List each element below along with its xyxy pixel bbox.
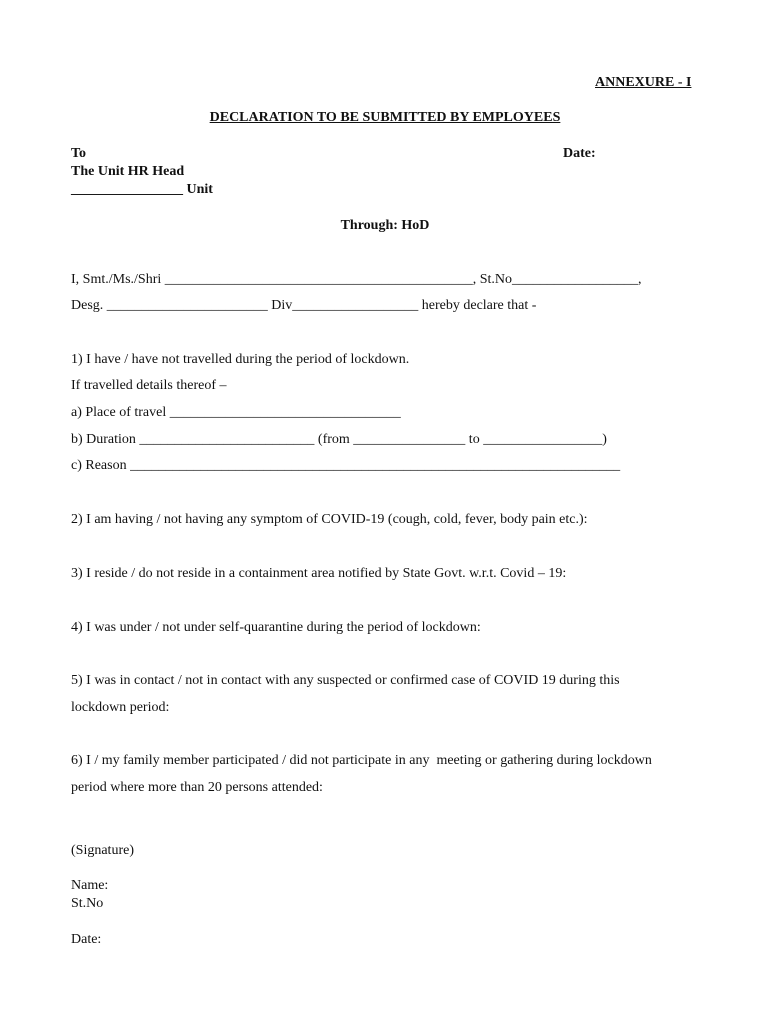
address-recipient: The Unit HR Head xyxy=(71,164,185,179)
item-1c: c) Reason ______________________________________________________________________ xyxy=(71,458,621,473)
signature-label: (Signature) xyxy=(71,843,134,858)
through-line: Through: HoD xyxy=(340,218,430,233)
date-label: Date: xyxy=(563,146,596,161)
document-title: DECLARATION TO BE SUBMITTED BY EMPLOYEES xyxy=(209,110,561,125)
name-label: Name: xyxy=(71,878,109,893)
item-6-line-2: period where more than 20 persons attended: xyxy=(71,780,323,795)
item-1-details: If travelled details thereof – xyxy=(71,378,227,393)
item-1a: a) Place of travel _________________________________ xyxy=(71,405,401,420)
item-1b: b) Duration _________________________ (from ________________ to _________________) xyxy=(71,432,607,447)
item-4: 4) I was under / not under self-quarantine during the period of lockdown: xyxy=(71,620,481,635)
annexure-label: ANNEXURE - I xyxy=(595,75,692,90)
item-1: 1) I have / have not travelled during the period of lockdown. xyxy=(71,352,410,367)
item-3: 3) I reside / do not reside in a containment area notified by State Govt. w.r.t. Covid – 19: xyxy=(71,566,567,581)
footer-date-label: Date: xyxy=(71,932,102,947)
item-2: 2) I am having / not having any symptom of COVID-19 (cough, cold, fever, body pain etc.): xyxy=(71,512,588,527)
stno-label: St.No xyxy=(71,896,104,911)
intro-line-1: I, Smt./Ms./Shri ____________________________________________, St.No__________________, xyxy=(71,272,642,287)
item-5-line-2: lockdown period: xyxy=(71,700,170,715)
address-unit: ________________ Unit xyxy=(71,182,213,197)
item-6-line-1: 6) I / my family member participated / did not participate in any meeting or gathering during lockdown xyxy=(71,753,652,768)
address-to: To xyxy=(71,146,87,161)
intro-line-2: Desg. _______________________ Div__________________ hereby declare that - xyxy=(71,298,537,313)
item-5-line-1: 5) I was in contact / not in contact with any suspected or confirmed case of COVID 19 during this xyxy=(71,673,620,688)
